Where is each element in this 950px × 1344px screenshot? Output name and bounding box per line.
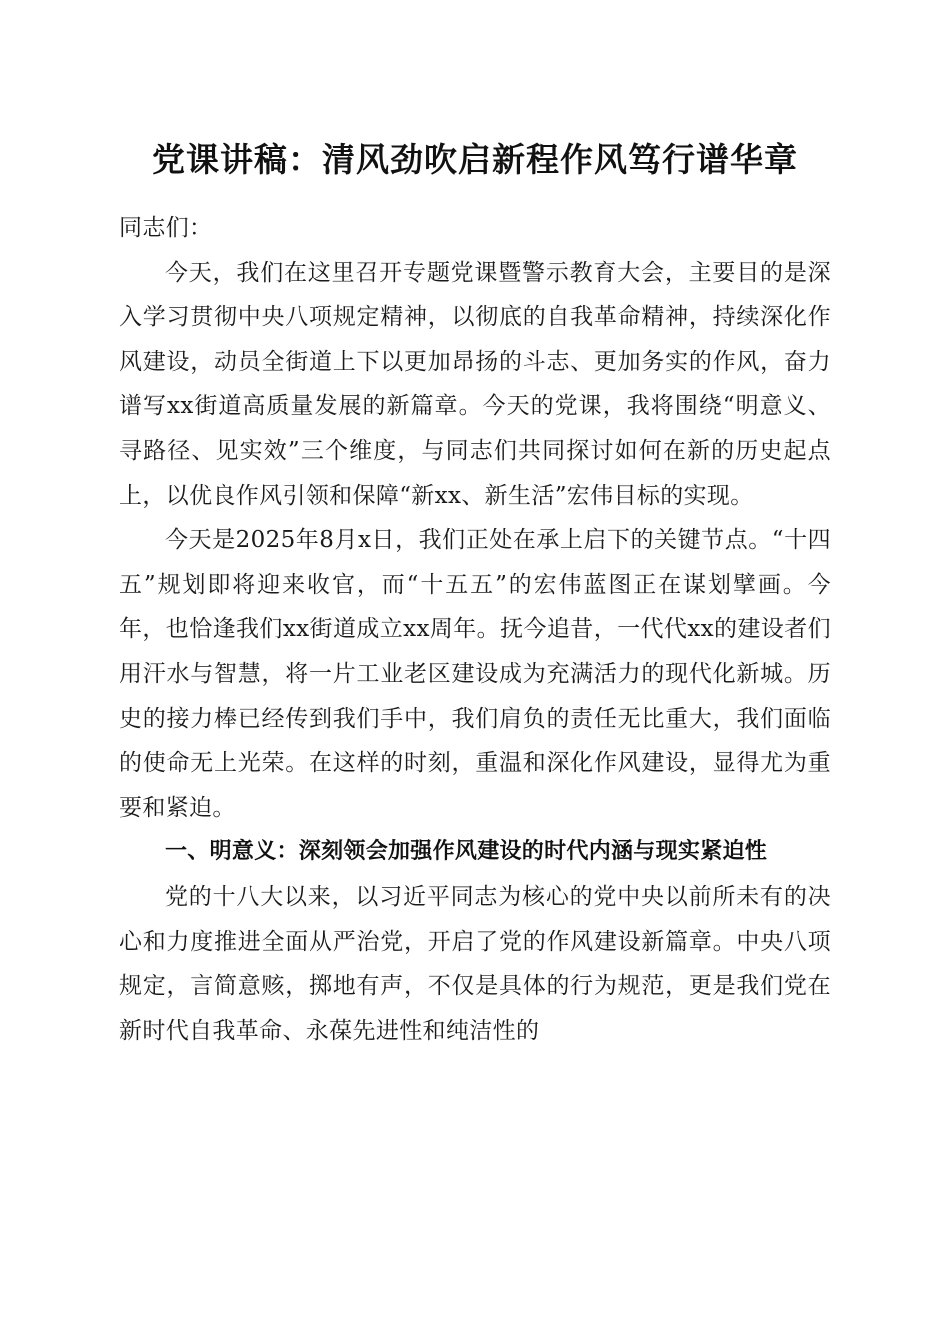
- document-body: [119, 206, 831, 1053]
- paragraph-intro: 今天，我们在这里召开专题党课暨警示教育大会，主要目的是深入学习贯彻中央八项规定精神，以彻底的自我革命精神，持续深化作风建设，动员全街道上下以更加昂扬的斗志、更加务实的作风，奋力谱写xx街道高质量发展的新篇章。今天的党课，我将围绕“明意义、寻路径、见实效”三个维度，与同志们共同探讨如何在新的历史起点上，以优良作风引领和保障“新xx、新生活”宏伟目标的实现。: [119, 259, 831, 509]
- paragraph-context: 今天是2025年8月x日，我们正处在承上启下的关键节点。“十四五”规划即将迎来收官，而“十五五”的宏伟蓝图正在谋划擘画。今年，也恰逢我们xx街道成立xx周年。抚今追昔，一代代xx的建设者们用汗水与智慧，将一片工业老区建设成为充满活力的现代化新城。历史的接力棒已经传到我们手中，我们肩负的责任无比重大，我们面临的使命无上光荣。在这样的时刻，重温和深化作风建设，显得尤为重要和紧迫。: [119, 527, 831, 821]
- section-heading: 一、明意义：深刻领会加强作风建设的时代内涵与现实紧迫性: [165, 839, 768, 865]
- salutation: 同志们：: [119, 215, 213, 241]
- paragraph-section-one: 党的十八大以来，以习近平同志为核心的党中央以前所未有的决心和力度推进全面从严治党，开启了党的作风建设新篇章。中央八项规定，言简意赅，掷地有声，不仅是具体的行为规范，更是我们党在新时代自我革命、永葆先进性和纯洁性的: [119, 883, 831, 1044]
- document-title: 党课讲稿：清风劲吹启新程作风笃行谱华章: [152, 140, 798, 179]
